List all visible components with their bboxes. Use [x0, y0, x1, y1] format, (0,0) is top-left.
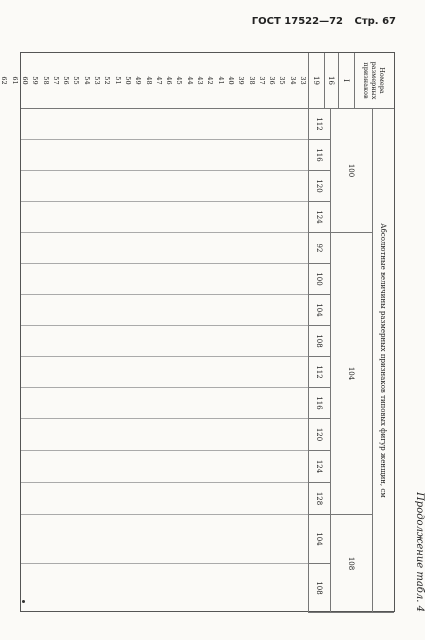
row-number: 41: [216, 76, 225, 85]
row-number: 49: [134, 76, 143, 85]
group-header: 100: [330, 109, 372, 233]
col-header: 112: [308, 357, 330, 388]
col-header: 120: [308, 419, 330, 451]
data-table: [0, 52, 395, 612]
col-header: 124: [308, 451, 330, 483]
row-number: 33: [299, 76, 307, 85]
page-number: Стр. 67: [354, 16, 396, 27]
col-header: 104: [308, 515, 330, 564]
col-header: 116: [308, 388, 330, 419]
row-number: 45: [175, 76, 184, 85]
row-number: 34: [288, 76, 297, 85]
standard-code: ГОСТ 17522—72: [251, 16, 344, 27]
data-column: [21, 564, 308, 613]
group-header: 108: [330, 515, 372, 613]
row-number: 39: [237, 76, 246, 85]
row-number: 43: [196, 76, 205, 85]
row-number: 54: [82, 76, 91, 85]
col-header: 116: [308, 140, 330, 171]
row-number: 37: [257, 76, 266, 85]
row-number: 52: [103, 76, 112, 85]
row-number: 38: [247, 76, 256, 85]
col-header: 104: [308, 295, 330, 326]
row-number: 47: [154, 76, 163, 85]
page-header: [252, 16, 396, 27]
data-column: [21, 171, 308, 202]
data-column: [21, 388, 308, 419]
group-header: 104: [330, 233, 372, 515]
row-number: 42: [206, 76, 215, 85]
col-header: 124: [308, 202, 330, 233]
header-row-numbers: Номера размерных признаков: [354, 53, 394, 109]
data-column: [21, 140, 308, 171]
row-number-column: [0, 53, 308, 109]
table-title: [372, 109, 394, 613]
header-i: I: [338, 53, 354, 109]
row-number: 40: [226, 76, 235, 85]
data-column: [21, 233, 308, 264]
continuation-caption: Продолжение табл. 4: [414, 492, 425, 612]
header-16: 16: [324, 53, 338, 109]
data-column: [21, 357, 308, 388]
data-column: [21, 109, 308, 140]
row-number: 51: [113, 76, 122, 85]
row-number: 44: [185, 76, 194, 85]
col-header: 100: [308, 264, 330, 295]
col-header: 128: [308, 483, 330, 515]
margin-dot: [22, 600, 25, 603]
row-number: 59: [31, 76, 40, 85]
row-number: 57: [51, 76, 60, 85]
data-column: [21, 419, 308, 451]
data-column: [21, 264, 308, 295]
row-number: 46: [165, 76, 174, 85]
row-number: 62: [0, 76, 9, 85]
col-header: 92: [308, 233, 330, 264]
rotated-table-area: [0, 52, 425, 612]
data-column: [21, 295, 308, 326]
row-number: 50: [123, 76, 132, 85]
data-column: [21, 483, 308, 515]
data-column: [21, 202, 308, 233]
col-header: 120: [308, 171, 330, 202]
row-number: 60: [20, 76, 29, 85]
header-19: 19: [308, 53, 324, 109]
row-number: 55: [72, 76, 81, 85]
col-header: 112: [308, 109, 330, 140]
table-title-text: Абсолютные величины размерных признаков типовых фигур женщин, см: [379, 223, 388, 498]
row-number: 61: [10, 76, 19, 85]
col-header: 108: [308, 564, 330, 613]
row-number: 35: [278, 76, 287, 85]
row-number: 36: [268, 76, 277, 85]
data-column: [21, 515, 308, 564]
data-column: [21, 326, 308, 357]
data-column: [21, 451, 308, 483]
row-number: 48: [144, 76, 153, 85]
col-header: 108: [308, 326, 330, 357]
row-number: 53: [93, 76, 102, 85]
row-number: 58: [41, 76, 50, 85]
row-number: 56: [62, 76, 71, 85]
